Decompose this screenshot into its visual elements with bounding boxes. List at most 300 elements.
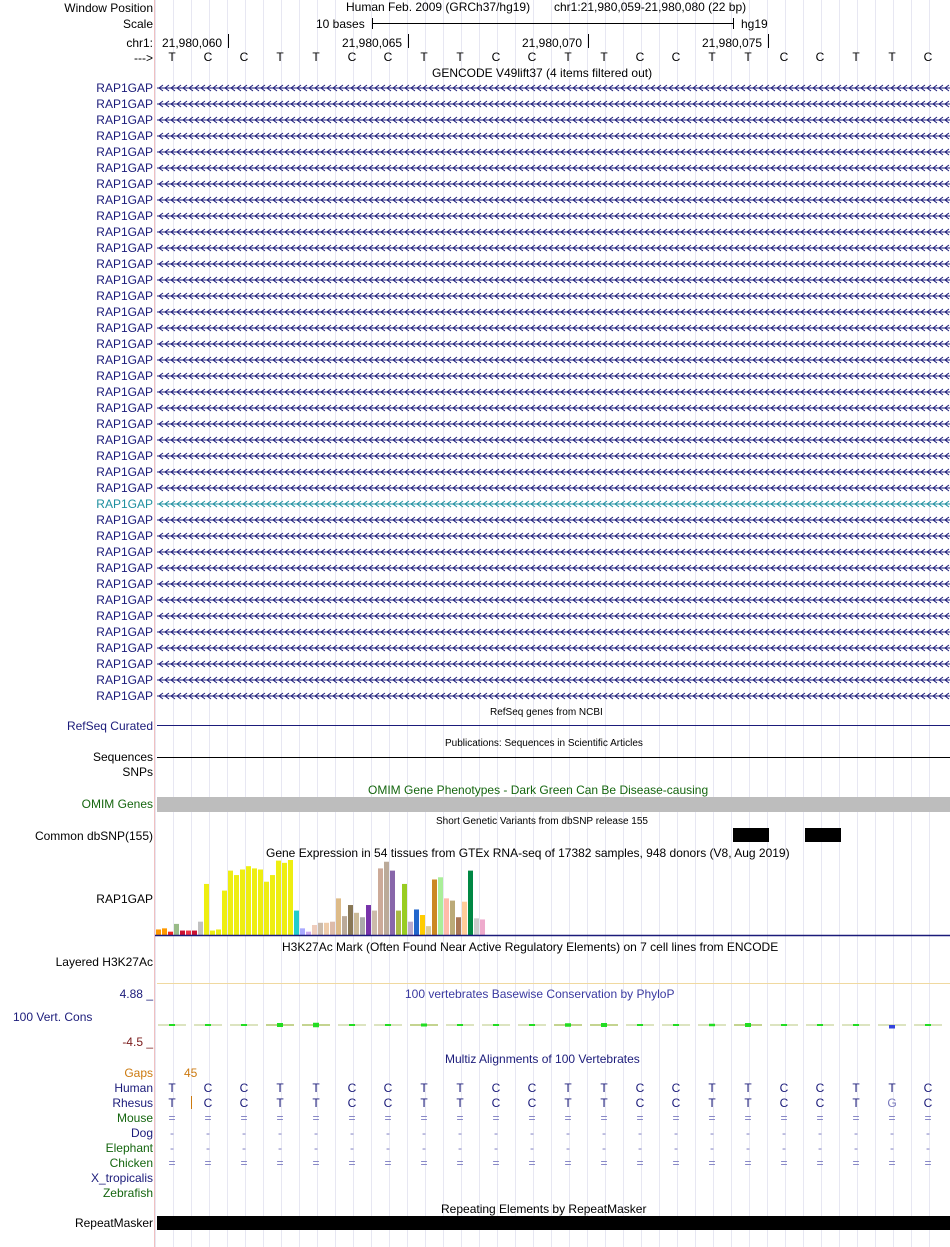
gencode-transcript-line[interactable] <box>157 514 950 528</box>
gtex-tissue-bar[interactable] <box>240 870 245 935</box>
gencode-transcript-label[interactable]: RAP1GAP <box>96 561 153 575</box>
gencode-transcript-line[interactable] <box>157 354 950 368</box>
sequence-base: C <box>527 50 537 64</box>
gencode-transcript-label[interactable]: RAP1GAP <box>96 257 153 271</box>
multiz-alignment-base: - <box>386 1141 390 1155</box>
multiz-alignment-base: T <box>744 1081 752 1095</box>
gtex-tissue-bar[interactable] <box>330 922 335 935</box>
multiz-alignment-base: T <box>312 1081 320 1095</box>
gtex-tissue-bar[interactable] <box>342 916 347 935</box>
multiz-species-label[interactable]: Elephant <box>105 1141 153 1155</box>
gtex-tissue-bar[interactable] <box>210 931 215 935</box>
gencode-transcript-label[interactable]: RAP1GAP <box>96 641 153 655</box>
multiz-alignment-base: C <box>923 1081 933 1095</box>
phylop-mark <box>410 1024 438 1027</box>
gencode-transcript-line[interactable] <box>157 162 950 176</box>
chrom-label: chr1: <box>126 36 153 50</box>
gencode-transcript-label[interactable]: RAP1GAP <box>96 177 153 191</box>
gencode-transcript-line[interactable] <box>157 450 950 464</box>
multiz-alignment-base: - <box>494 1126 498 1140</box>
gtex-tissue-bar[interactable] <box>204 884 209 935</box>
multiz-alignment-base: - <box>674 1126 678 1140</box>
gencode-transcript-line[interactable] <box>157 178 950 192</box>
gencode-transcript-line[interactable] <box>157 130 950 144</box>
sequence-base: C <box>779 50 789 64</box>
gtex-tissue-bar[interactable] <box>252 868 257 935</box>
multiz-alignment-base: = <box>384 1156 392 1170</box>
multiz-alignment-base: = <box>816 1111 824 1125</box>
gencode-transcript-label[interactable]: RAP1GAP <box>96 81 153 95</box>
repeatmasker-track-title: Repeating Elements by RepeatMasker <box>441 1202 647 1216</box>
scale-bar-left-tick <box>372 18 373 29</box>
gtex-tissue-bar[interactable] <box>456 917 461 935</box>
phylop-mark <box>338 1024 366 1026</box>
multiz-alignment-base: - <box>854 1141 858 1155</box>
gtex-tissue-bar[interactable] <box>186 931 191 935</box>
gtex-tissue-bar[interactable] <box>264 882 269 935</box>
ruler-tick <box>408 34 409 48</box>
multiz-alignment-base: C <box>815 1096 825 1110</box>
gencode-transcript-line[interactable] <box>157 114 950 128</box>
gtex-tissue-bar[interactable] <box>420 915 425 935</box>
gencode-transcript-label[interactable]: RAP1GAP <box>96 673 153 687</box>
gencode-transcript-line[interactable] <box>157 290 950 304</box>
multiz-alignment-base: = <box>600 1156 608 1170</box>
multiz-alignment-base: T <box>456 1081 464 1095</box>
gtex-tissue-bar[interactable] <box>444 898 449 935</box>
gtex-tissue-bar[interactable] <box>432 880 437 936</box>
multiz-alignment-base: = <box>636 1156 644 1170</box>
gencode-transcript-line[interactable] <box>157 242 950 256</box>
phylop-mark <box>734 1023 762 1027</box>
gtex-tissue-bar[interactable] <box>234 875 239 935</box>
sequence-base: T <box>312 50 320 64</box>
gtex-tissue-bar[interactable] <box>312 925 317 935</box>
multiz-alignment-base: = <box>888 1111 896 1125</box>
multiz-alignment-base: C <box>203 1096 213 1110</box>
gencode-transcript-line[interactable] <box>157 418 950 432</box>
multiz-alignment-base: - <box>314 1126 318 1140</box>
gaps-label: Gaps <box>124 1066 153 1080</box>
multiz-alignment-base: - <box>566 1141 570 1155</box>
gtex-tissue-bar[interactable] <box>300 928 305 935</box>
multiz-alignment-base: - <box>170 1141 174 1155</box>
gencode-transcript-line[interactable] <box>157 402 950 416</box>
gencode-transcript-label[interactable]: RAP1GAP <box>96 225 153 239</box>
gencode-transcript-line[interactable] <box>157 690 950 704</box>
gencode-transcript-line[interactable] <box>157 578 950 592</box>
multiz-species-label[interactable]: X_tropicalis <box>90 1171 153 1185</box>
gtex-tissue-bar[interactable] <box>396 911 401 935</box>
gencode-transcript-label[interactable]: RAP1GAP <box>96 401 153 415</box>
phylop-mark <box>374 1024 402 1026</box>
gencode-transcript-line[interactable] <box>157 386 950 400</box>
gencode-transcript-line[interactable] <box>157 274 950 288</box>
multiz-alignment-base: T <box>312 1096 320 1110</box>
phylop-track-title: 100 vertebrates Basewise Conservation by PhyloP <box>405 987 675 1001</box>
gencode-transcript-line[interactable] <box>157 226 950 240</box>
publications-track-title: Publications: Sequences in Scientific Articles <box>445 738 643 749</box>
gencode-transcript-line[interactable] <box>157 546 950 560</box>
multiz-alignment-base: T <box>708 1096 716 1110</box>
multiz-alignment-base: - <box>386 1126 390 1140</box>
window-position-text: chr1:21,980,059-21,980,080 (22 bp) <box>554 0 747 14</box>
multiz-alignment-base: - <box>530 1141 534 1155</box>
gencode-transcript-label[interactable]: RAP1GAP <box>96 593 153 607</box>
sequence-base: C <box>923 50 933 64</box>
phylop-mark <box>914 1024 942 1026</box>
dbsnp-label[interactable]: Common dbSNP(155) <box>34 829 153 843</box>
gencode-transcript-label[interactable]: RAP1GAP <box>96 145 153 159</box>
gencode-transcript-label[interactable]: RAP1GAP <box>96 529 153 543</box>
multiz-alignment-base: = <box>672 1111 680 1125</box>
gtex-tissue-bar[interactable] <box>390 871 395 935</box>
multiz-alignment-base: = <box>168 1111 176 1125</box>
gtex-tissue-bar[interactable] <box>378 868 383 935</box>
multiz-alignment-base: C <box>635 1096 645 1110</box>
gencode-transcript-label[interactable]: RAP1GAP <box>96 369 153 383</box>
sequence-base: T <box>708 50 716 64</box>
multiz-alignment-base: = <box>708 1111 716 1125</box>
gencode-transcript-line[interactable] <box>157 530 950 544</box>
gencode-transcript-label[interactable]: RAP1GAP <box>96 481 153 495</box>
multiz-alignment-base: C <box>671 1096 681 1110</box>
multiz-alignment-base: = <box>492 1156 500 1170</box>
window-position-label: Window Position <box>64 1 153 15</box>
multiz-alignment-base: G <box>887 1096 897 1110</box>
multiz-alignment-base: = <box>852 1156 860 1170</box>
publications-line[interactable] <box>157 757 950 758</box>
omim-label[interactable]: OMIM Genes <box>81 797 153 811</box>
gtex-tissue-bar[interactable] <box>246 866 251 935</box>
multiz-alignment-base: = <box>312 1156 320 1170</box>
sequence-base: C <box>347 50 357 64</box>
gtex-tissue-bar[interactable] <box>282 863 287 935</box>
gtex-label[interactable]: RAP1GAP <box>96 892 153 906</box>
sequence-base: T <box>420 50 428 64</box>
multiz-alignment-base: C <box>527 1081 537 1095</box>
ruler-tick <box>228 34 229 48</box>
gencode-transcript-label[interactable]: RAP1GAP <box>96 289 153 303</box>
scale-label: Scale <box>122 17 153 31</box>
multiz-alignment-base: - <box>242 1126 246 1140</box>
multiz-alignment-base: - <box>278 1126 282 1140</box>
phylop-mark <box>842 1024 870 1026</box>
gencode-transcript-line[interactable] <box>157 466 950 480</box>
gtex-tissue-bar[interactable] <box>156 929 161 935</box>
sequence-base: C <box>815 50 825 64</box>
gencode-transcript-label[interactable]: RAP1GAP <box>96 449 153 463</box>
strand-arrow-label: ---> <box>134 51 153 65</box>
gtex-tissue-bar[interactable] <box>294 911 299 935</box>
gtex-tissue-bar[interactable] <box>384 862 389 935</box>
gencode-transcript-line[interactable] <box>157 594 950 608</box>
multiz-track-title: Multiz Alignments of 100 Vertebrates <box>445 1052 640 1066</box>
gencode-transcript-label[interactable]: RAP1GAP <box>96 657 153 671</box>
multiz-alignment-base: - <box>746 1126 750 1140</box>
gencode-transcript-label[interactable]: RAP1GAP <box>96 161 153 175</box>
gencode-transcript-label[interactable]: RAP1GAP <box>96 193 153 207</box>
gtex-tissue-bar[interactable] <box>198 922 203 935</box>
gtex-tissue-bar[interactable] <box>174 924 179 935</box>
gencode-transcript-label[interactable]: RAP1GAP <box>96 129 153 143</box>
gtex-tissue-bar[interactable] <box>468 871 473 935</box>
gencode-transcript-label[interactable]: RAP1GAP <box>96 609 153 623</box>
multiz-alignment-base: C <box>347 1081 357 1095</box>
multiz-alignment-base: C <box>347 1096 357 1110</box>
gtex-tissue-bar[interactable] <box>288 860 293 935</box>
gtex-tissue-bar[interactable] <box>162 928 167 935</box>
ruler-tick <box>768 34 769 48</box>
multiz-alignment-base: C <box>383 1096 393 1110</box>
gencode-transcript-label[interactable]: RAP1GAP <box>96 689 153 703</box>
multiz-alignment-base: C <box>779 1096 789 1110</box>
multiz-alignment-base: T <box>600 1096 608 1110</box>
multiz-alignment-base: = <box>276 1111 284 1125</box>
multiz-alignment-base: = <box>852 1111 860 1125</box>
gtex-tissue-bar[interactable] <box>462 902 467 935</box>
multiz-alignment-base: T <box>600 1081 608 1095</box>
gtex-tissue-bar[interactable] <box>168 932 173 935</box>
gtex-tissue-bar[interactable] <box>366 905 371 935</box>
phylop-ymax: 4.88 _ <box>119 987 153 1001</box>
sequence-base: C <box>491 50 501 64</box>
gencode-transcript-label[interactable]: RAP1GAP <box>96 497 153 511</box>
multiz-alignment-base: - <box>422 1126 426 1140</box>
gencode-transcript-label[interactable]: RAP1GAP <box>96 577 153 591</box>
gencode-transcript-line[interactable] <box>157 98 950 112</box>
gencode-transcript-line[interactable] <box>157 194 950 208</box>
gtex-tissue-bar[interactable] <box>426 926 431 935</box>
gencode-transcript-line[interactable] <box>157 338 950 352</box>
phylop-label[interactable]: 100 Vert. Cons <box>13 1010 93 1024</box>
gencode-transcript-line[interactable] <box>157 642 950 656</box>
multiz-alignment-base: C <box>239 1081 249 1095</box>
ruler-tick-label: 21,980,070 <box>522 36 583 50</box>
refseq-line[interactable] <box>157 725 950 726</box>
gencode-transcript-line[interactable] <box>157 306 950 320</box>
multiz-alignment-base: - <box>422 1141 426 1155</box>
multiz-alignment-base: = <box>168 1156 176 1170</box>
gtex-tissue-bar[interactable] <box>354 913 359 935</box>
gencode-transcript-label[interactable]: RAP1GAP <box>96 273 153 287</box>
gtex-tissue-bar[interactable] <box>402 884 407 935</box>
phylop-mark <box>446 1024 474 1026</box>
gencode-transcript-label[interactable]: RAP1GAP <box>96 433 153 447</box>
phylop-mark <box>878 1025 906 1029</box>
repeatmasker-bar[interactable] <box>157 1216 950 1230</box>
gencode-transcript-line[interactable] <box>157 434 950 448</box>
gencode-transcript-label[interactable]: RAP1GAP <box>96 209 153 223</box>
multiz-alignment-base: - <box>206 1141 210 1155</box>
gencode-transcript-label[interactable]: RAP1GAP <box>96 241 153 255</box>
gencode-transcript-label[interactable]: RAP1GAP <box>96 337 153 351</box>
gtex-tissue-bar[interactable] <box>450 901 455 935</box>
omim-bar[interactable] <box>157 797 950 812</box>
multiz-species-label[interactable]: Rhesus <box>112 1096 153 1110</box>
gencode-transcript-line[interactable] <box>157 258 950 272</box>
gtex-tissue-bar[interactable] <box>306 932 311 935</box>
gtex-tissue-bar[interactable] <box>180 931 185 935</box>
sequence-base: T <box>852 50 860 64</box>
gtex-tissue-bar[interactable] <box>222 891 227 935</box>
gencode-transcript-line[interactable] <box>157 626 950 640</box>
omim-track-title: OMIM Gene Phenotypes - Dark Green Can Be Disease-causing <box>368 783 709 797</box>
multiz-alignment-base: = <box>528 1156 536 1170</box>
gtex-tissue-bar[interactable] <box>324 923 329 935</box>
gencode-transcript-label[interactable]: RAP1GAP <box>96 513 153 527</box>
sequence-base: T <box>456 50 464 64</box>
multiz-alignment-base: = <box>420 1111 428 1125</box>
multiz-alignment-base: T <box>744 1096 752 1110</box>
publications-label[interactable]: Sequences <box>92 750 153 764</box>
repeatmasker-label[interactable]: RepeatMasker <box>74 1216 153 1230</box>
gencode-transcript-label[interactable]: RAP1GAP <box>96 113 153 127</box>
gtex-tissue-bar[interactable] <box>276 861 281 935</box>
multiz-alignment-base: = <box>672 1156 680 1170</box>
gtex-tissue-bar[interactable] <box>438 877 443 935</box>
dbsnp-track-title: Short Genetic Variants from dbSNP release 155 <box>436 816 648 827</box>
gtex-tissue-bar[interactable] <box>372 911 377 935</box>
gencode-transcript-label[interactable]: RAP1GAP <box>96 97 153 111</box>
multiz-alignment-base: = <box>528 1111 536 1125</box>
multiz-alignment-base: T <box>888 1081 896 1095</box>
multiz-alignment-base: - <box>746 1141 750 1155</box>
multiz-alignment-base: = <box>708 1156 716 1170</box>
gencode-transcript-line[interactable] <box>157 610 950 624</box>
multiz-alignment-base: - <box>710 1141 714 1155</box>
gencode-transcript-label[interactable]: RAP1GAP <box>96 353 153 367</box>
gtex-tissue-bar[interactable] <box>258 870 263 935</box>
gencode-transcript-line[interactable] <box>157 498 950 512</box>
refseq-track-title: RefSeq genes from NCBI <box>490 707 603 718</box>
sequence-base: T <box>744 50 752 64</box>
multiz-alignment-base: = <box>780 1156 788 1170</box>
multiz-alignment-base: - <box>674 1141 678 1155</box>
gtex-tissue-bar[interactable] <box>480 919 485 935</box>
phylop-graph[interactable] <box>157 1010 950 1040</box>
multiz-alignment-base: C <box>527 1096 537 1110</box>
gencode-transcript-label[interactable]: RAP1GAP <box>96 321 153 335</box>
gencode-transcript-label[interactable]: RAP1GAP <box>96 625 153 639</box>
gencode-transcript-line[interactable] <box>157 658 950 672</box>
assembly-title: Human Feb. 2009 (GRCh37/hg19) <box>346 0 531 14</box>
gencode-transcript-line[interactable] <box>157 370 950 384</box>
refseq-label[interactable]: RefSeq Curated <box>66 719 153 733</box>
scale-bar-right-tick <box>733 18 734 29</box>
multiz-alignment-base: - <box>458 1126 462 1140</box>
multiz-alignment-base: - <box>638 1126 642 1140</box>
ruler-tick-label: 21,980,065 <box>342 36 403 50</box>
multiz-alignment-base: - <box>890 1126 894 1140</box>
sequence-base: C <box>203 50 213 64</box>
gencode-transcript-line[interactable] <box>157 482 950 496</box>
gtex-tissue-bar[interactable] <box>408 922 413 935</box>
gtex-tissue-bar[interactable] <box>360 917 365 935</box>
multiz-alignment-base: = <box>564 1156 572 1170</box>
multiz-alignment-base: - <box>170 1126 174 1140</box>
gtex-tissue-bar[interactable] <box>348 905 353 935</box>
phylop-mark <box>626 1024 654 1026</box>
multiz-alignment-base: - <box>314 1141 318 1155</box>
gencode-transcript-line[interactable] <box>157 674 950 688</box>
phylop-mark <box>266 1023 294 1027</box>
gtex-tissue-bar[interactable] <box>228 871 233 935</box>
gencode-transcript-line[interactable] <box>157 562 950 576</box>
multiz-alignment-base: - <box>494 1141 498 1155</box>
gencode-track-title: GENCODE V49lift37 (4 items filtered out) <box>432 66 653 80</box>
scale-db: hg19 <box>741 17 768 31</box>
multiz-alignment-base: - <box>350 1126 354 1140</box>
multiz-alignment-base: C <box>491 1096 501 1110</box>
gtex-tissue-bar[interactable] <box>192 931 197 935</box>
multiz-alignment-base: = <box>924 1156 932 1170</box>
gencode-transcript-label[interactable]: RAP1GAP <box>96 385 153 399</box>
phylop-mark <box>698 1024 726 1027</box>
multiz-species-label[interactable]: Human <box>114 1081 153 1095</box>
gencode-transcript-label[interactable]: RAP1GAP <box>96 465 153 479</box>
sequence-base: T <box>564 50 572 64</box>
h3k27ac-label[interactable]: Layered H3K27Ac <box>55 955 153 969</box>
multiz-alignment-base: - <box>926 1126 930 1140</box>
multiz-species-label[interactable]: Chicken <box>109 1156 153 1170</box>
gtex-tissue-bar[interactable] <box>474 918 479 935</box>
phylop-mark <box>194 1024 222 1026</box>
gtex-tissue-bar[interactable] <box>336 898 341 935</box>
multiz-species-label[interactable]: Mouse <box>116 1111 153 1125</box>
multiz-alignment-base: = <box>348 1111 356 1125</box>
gencode-transcript-line[interactable] <box>157 146 950 160</box>
gtex-tissue-bar[interactable] <box>270 875 275 935</box>
dbsnp-variant[interactable] <box>733 828 769 842</box>
multiz-alignment-base: T <box>708 1081 716 1095</box>
gencode-transcript-line[interactable] <box>157 322 950 336</box>
phylop-mark <box>662 1024 690 1026</box>
gencode-transcript-label[interactable]: RAP1GAP <box>96 417 153 431</box>
gtex-bar-chart[interactable] <box>155 860 950 938</box>
multiz-alignment-base: T <box>420 1081 428 1095</box>
multiz-alignment-base: = <box>204 1156 212 1170</box>
sequence-base: T <box>168 50 176 64</box>
multiz-alignment-base: = <box>924 1111 932 1125</box>
gencode-transcript-line[interactable] <box>157 82 950 96</box>
dbsnp-variant[interactable] <box>805 828 841 842</box>
multiz-species-label[interactable]: Zebrafish <box>102 1186 153 1200</box>
multiz-alignment-base: C <box>491 1081 501 1095</box>
gencode-transcript-label[interactable]: RAP1GAP <box>96 305 153 319</box>
h3k27ac-baseline <box>157 983 950 984</box>
gtex-track-title: Gene Expression in 54 tissues from GTEx RNA-seq of 17382 samples, 948 donors (V8, Aug 2019) <box>266 846 790 860</box>
h3k27ac-track-title: H3K27Ac Mark (Often Found Near Active Regulatory Elements) on 7 cell lines from ENCODE <box>282 940 779 954</box>
multiz-alignment-base: = <box>276 1156 284 1170</box>
gaps-value: 45 <box>184 1066 198 1080</box>
gtex-tissue-bar[interactable] <box>216 929 221 935</box>
multiz-alignment-base: = <box>240 1156 248 1170</box>
left-border-line <box>154 0 155 1247</box>
gtex-tissue-bar[interactable] <box>414 909 419 935</box>
gtex-tissue-bar[interactable] <box>318 923 323 935</box>
gencode-transcript-line[interactable] <box>157 210 950 224</box>
multiz-species-label[interactable]: Dog <box>130 1126 153 1140</box>
multiz-alignment-base: = <box>744 1111 752 1125</box>
sequence-base: T <box>276 50 284 64</box>
multiz-alignment-base: = <box>636 1111 644 1125</box>
multiz-alignment-base: - <box>530 1126 534 1140</box>
gencode-transcript-label[interactable]: RAP1GAP <box>96 545 153 559</box>
phylop-mark <box>230 1024 258 1026</box>
multiz-alignment-base: T <box>276 1096 284 1110</box>
multiz-alignment-base: T <box>456 1096 464 1110</box>
